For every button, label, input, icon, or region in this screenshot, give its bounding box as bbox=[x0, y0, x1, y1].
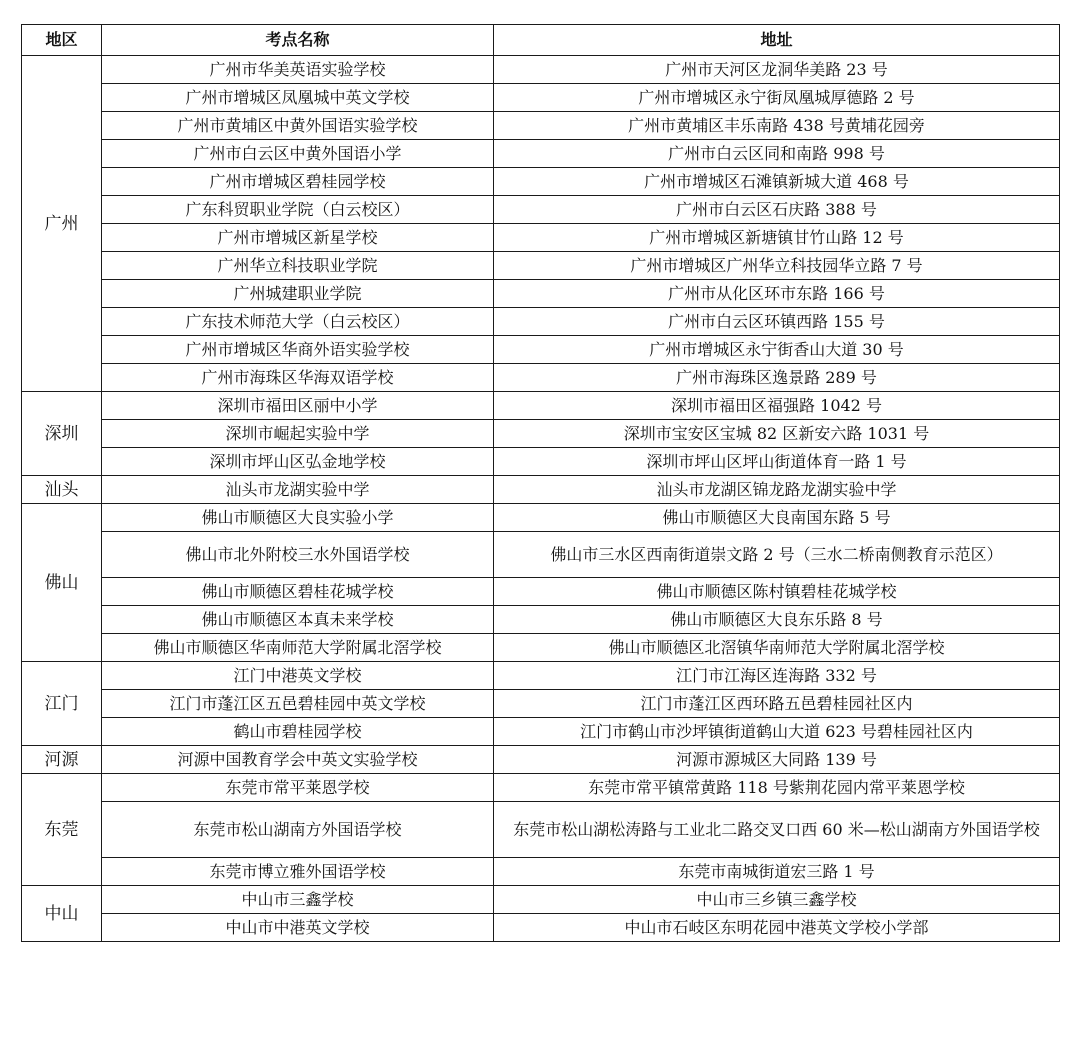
venue-name: 佛山市顺德区本真未来学校 bbox=[102, 606, 494, 634]
venue-address: 深圳市坪山区坪山街道体育一路 1 号 bbox=[494, 448, 1060, 476]
venue-name: 广州市增城区碧桂园学校 bbox=[102, 168, 494, 196]
table-row bbox=[22, 56, 1060, 84]
venue-address: 汕头市龙湖区锦龙路龙湖实验中学 bbox=[494, 476, 1060, 504]
venue-address: 广州市黄埔区丰乐南路 438 号黄埔花园旁 bbox=[494, 112, 1060, 140]
header-venue-name: 考点名称 bbox=[102, 25, 494, 56]
table-row bbox=[22, 392, 1060, 420]
table-header-row bbox=[22, 25, 1060, 56]
venue-name: 深圳市福田区丽中小学 bbox=[102, 392, 494, 420]
venue-address: 深圳市宝安区宝城 82 区新安六路 1031 号 bbox=[494, 420, 1060, 448]
venue-name: 广州市海珠区华海双语学校 bbox=[102, 364, 494, 392]
table-row bbox=[22, 802, 1060, 858]
venue-name: 东莞市松山湖南方外国语学校 bbox=[102, 802, 494, 858]
table-row bbox=[22, 112, 1060, 140]
table-row bbox=[22, 140, 1060, 168]
table-row bbox=[22, 504, 1060, 532]
venue-address: 广州市增城区永宁街凤凰城厚德路 2 号 bbox=[494, 84, 1060, 112]
venue-address: 广州市白云区同和南路 998 号 bbox=[494, 140, 1060, 168]
venue-name: 广州市增城区新星学校 bbox=[102, 224, 494, 252]
venue-name: 广州市增城区凤凰城中英文学校 bbox=[102, 84, 494, 112]
table-row bbox=[22, 252, 1060, 280]
venue-name: 河源中国教育学会中英文实验学校 bbox=[102, 746, 494, 774]
venue-address: 佛山市顺德区大良南国东路 5 号 bbox=[494, 504, 1060, 532]
venue-name: 佛山市北外附校三水外国语学校 bbox=[102, 532, 494, 578]
venue-address: 广州市增城区新塘镇甘竹山路 12 号 bbox=[494, 224, 1060, 252]
venue-name: 广州市黄埔区中黄外国语实验学校 bbox=[102, 112, 494, 140]
table-row bbox=[22, 280, 1060, 308]
venue-address: 广州市天河区龙洞华美路 23 号 bbox=[494, 56, 1060, 84]
region-cell: 中山 bbox=[22, 886, 102, 942]
venue-name: 汕头市龙湖实验中学 bbox=[102, 476, 494, 504]
table-row bbox=[22, 914, 1060, 942]
venue-name: 广州市华美英语实验学校 bbox=[102, 56, 494, 84]
venue-name: 广东科贸职业学院（白云校区） bbox=[102, 196, 494, 224]
venue-name: 中山市三鑫学校 bbox=[102, 886, 494, 914]
venue-name: 东莞市常平莱恩学校 bbox=[102, 774, 494, 802]
header-region: 地区 bbox=[22, 25, 102, 56]
region-cell: 佛山 bbox=[22, 504, 102, 662]
venue-address: 广州市白云区石庆路 388 号 bbox=[494, 196, 1060, 224]
region-cell: 深圳 bbox=[22, 392, 102, 476]
venue-address: 佛山市顺德区大良东乐路 8 号 bbox=[494, 606, 1060, 634]
venue-address: 广州市海珠区逸景路 289 号 bbox=[494, 364, 1060, 392]
venue-name: 深圳市崛起实验中学 bbox=[102, 420, 494, 448]
table-row bbox=[22, 662, 1060, 690]
venue-address: 广州市白云区环镇西路 155 号 bbox=[494, 308, 1060, 336]
venue-name: 江门市蓬江区五邑碧桂园中英文学校 bbox=[102, 690, 494, 718]
venue-name: 东莞市博立雅外国语学校 bbox=[102, 858, 494, 886]
table-row bbox=[22, 168, 1060, 196]
region-cell: 汕头 bbox=[22, 476, 102, 504]
venue-name: 广东技术师范大学（白云校区） bbox=[102, 308, 494, 336]
venue-name: 佛山市顺德区华南师范大学附属北滘学校 bbox=[102, 634, 494, 662]
venue-address: 河源市源城区大同路 139 号 bbox=[494, 746, 1060, 774]
venue-address: 广州市从化区环市东路 166 号 bbox=[494, 280, 1060, 308]
header-address: 地址 bbox=[494, 25, 1060, 56]
venue-name: 广州城建职业学院 bbox=[102, 280, 494, 308]
region-cell: 广州 bbox=[22, 56, 102, 392]
venue-address: 东莞市南城街道宏三路 1 号 bbox=[494, 858, 1060, 886]
venue-name: 广州市白云区中黄外国语小学 bbox=[102, 140, 494, 168]
venue-name: 江门中港英文学校 bbox=[102, 662, 494, 690]
venue-address: 佛山市三水区西南街道崇文路 2 号（三水二桥南侧教育示范区） bbox=[494, 532, 1060, 578]
venue-address: 广州市增城区永宁街香山大道 30 号 bbox=[494, 336, 1060, 364]
venue-name: 广州市增城区华商外语实验学校 bbox=[102, 336, 494, 364]
venue-name: 鹤山市碧桂园学校 bbox=[102, 718, 494, 746]
venue-address: 佛山市顺德区北滘镇华南师范大学附属北滘学校 bbox=[494, 634, 1060, 662]
table-row bbox=[22, 336, 1060, 364]
venue-address: 东莞市松山湖松涛路与工业北二路交叉口西 60 米—松山湖南方外国语学校 bbox=[494, 802, 1060, 858]
table-row bbox=[22, 886, 1060, 914]
table-row bbox=[22, 364, 1060, 392]
venue-address: 中山市三乡镇三鑫学校 bbox=[494, 886, 1060, 914]
region-cell: 江门 bbox=[22, 662, 102, 746]
venue-address: 江门市鹤山市沙坪镇街道鹤山大道 623 号碧桂园社区内 bbox=[494, 718, 1060, 746]
table-row bbox=[22, 606, 1060, 634]
table-row bbox=[22, 718, 1060, 746]
venue-address: 广州市增城区石滩镇新城大道 468 号 bbox=[494, 168, 1060, 196]
venue-address: 深圳市福田区福强路 1042 号 bbox=[494, 392, 1060, 420]
table-row bbox=[22, 84, 1060, 112]
venue-name: 深圳市坪山区弘金地学校 bbox=[102, 448, 494, 476]
venue-address: 中山市石岐区东明花园中港英文学校小学部 bbox=[494, 914, 1060, 942]
table-row bbox=[22, 196, 1060, 224]
venue-address: 东莞市常平镇常黄路 118 号紫荆花园内常平莱恩学校 bbox=[494, 774, 1060, 802]
table-row bbox=[22, 532, 1060, 578]
table-row bbox=[22, 420, 1060, 448]
table-row bbox=[22, 774, 1060, 802]
venue-name: 佛山市顺德区碧桂花城学校 bbox=[102, 578, 494, 606]
table-row bbox=[22, 634, 1060, 662]
table-row bbox=[22, 690, 1060, 718]
table-row bbox=[22, 858, 1060, 886]
exam-venue-table bbox=[21, 24, 1060, 942]
venue-address: 江门市江海区连海路 332 号 bbox=[494, 662, 1060, 690]
venue-address: 佛山市顺德区陈村镇碧桂花城学校 bbox=[494, 578, 1060, 606]
table-row bbox=[22, 224, 1060, 252]
table-row bbox=[22, 578, 1060, 606]
venue-address: 广州市增城区广州华立科技园华立路 7 号 bbox=[494, 252, 1060, 280]
table-row bbox=[22, 448, 1060, 476]
table-row bbox=[22, 746, 1060, 774]
venue-address: 江门市蓬江区西环路五邑碧桂园社区内 bbox=[494, 690, 1060, 718]
region-cell: 河源 bbox=[22, 746, 102, 774]
table-row bbox=[22, 476, 1060, 504]
region-cell: 东莞 bbox=[22, 774, 102, 886]
venue-name: 佛山市顺德区大良实验小学 bbox=[102, 504, 494, 532]
table-row bbox=[22, 308, 1060, 336]
venue-name: 广州华立科技职业学院 bbox=[102, 252, 494, 280]
venue-name: 中山市中港英文学校 bbox=[102, 914, 494, 942]
